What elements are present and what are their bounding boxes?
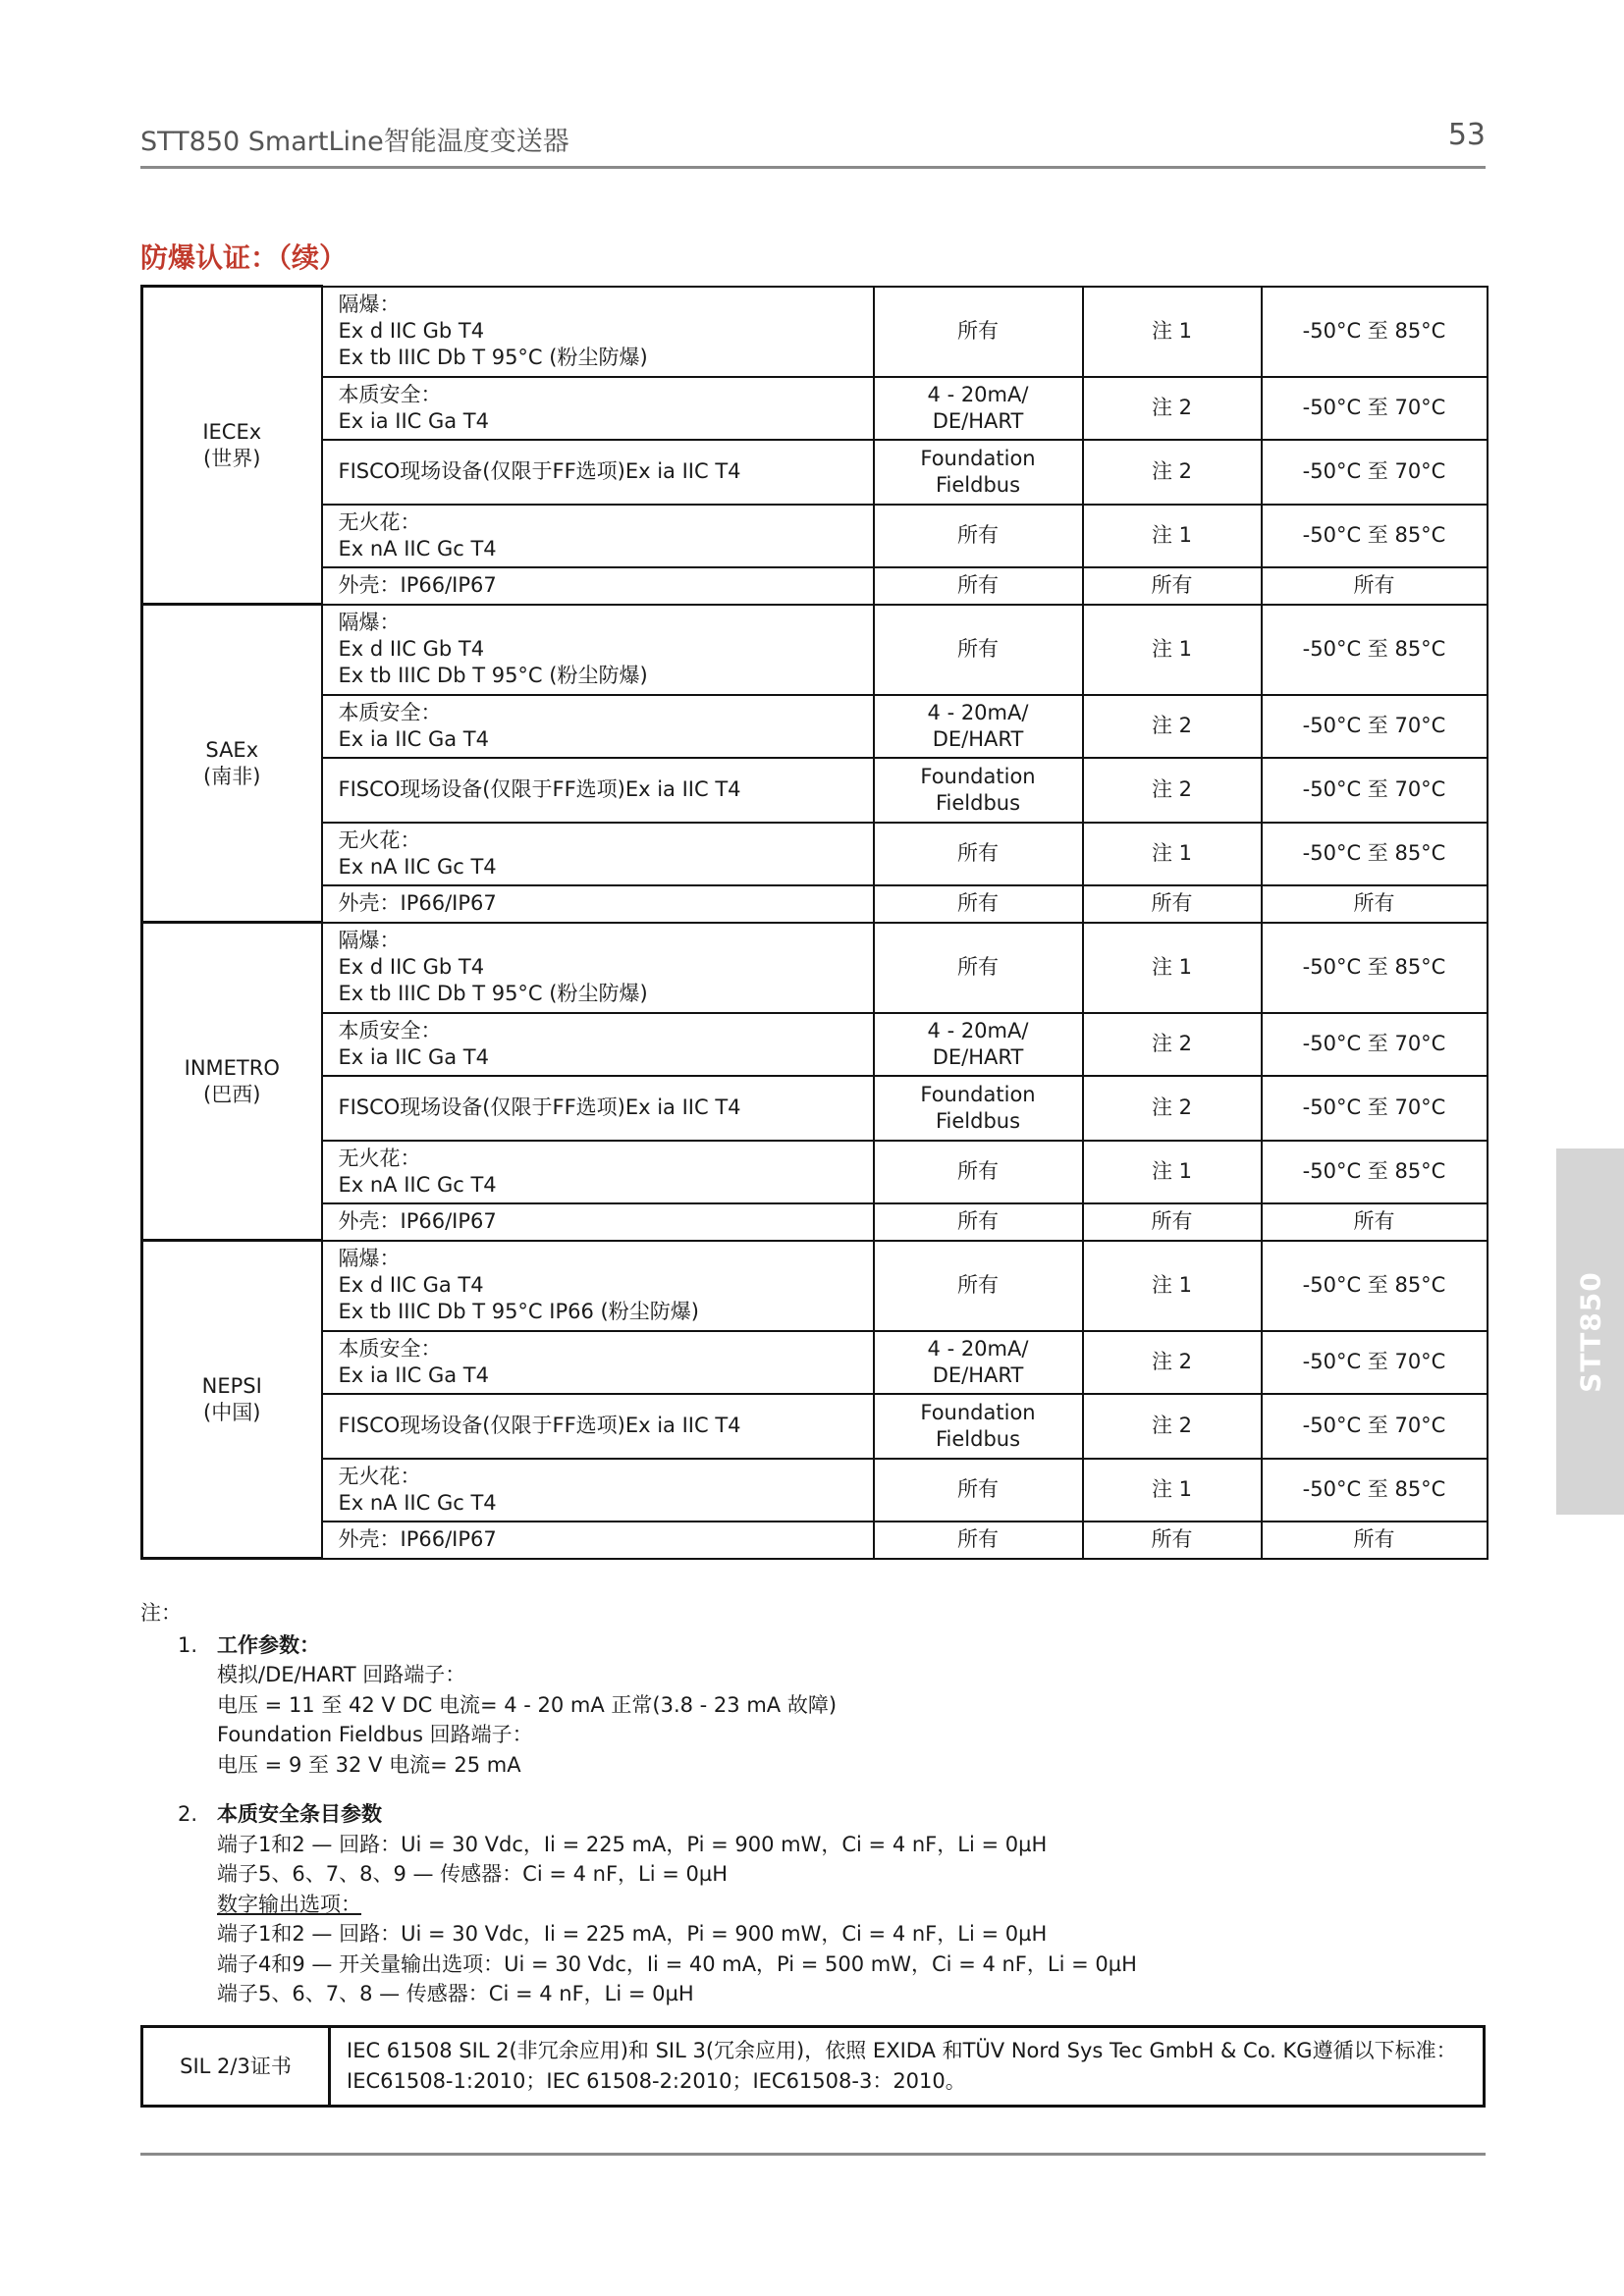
note-number: 1.: [178, 1632, 198, 1657]
page-header: [140, 116, 1486, 167]
temperature-cell: -50°C 至 85°C: [1262, 1141, 1488, 1203]
temperature-cell: -50°C 至 85°C: [1262, 1459, 1488, 1522]
note-line: Foundation Fieldbus 回路端子：: [217, 1723, 533, 1746]
temperature-cell: 所有: [1262, 567, 1488, 605]
temperature-cell: -50°C 至 70°C: [1262, 695, 1488, 758]
note-number: 2.: [178, 1802, 198, 1826]
region-cell: [142, 923, 322, 1241]
protection-line: Ex tb IIIC Db T 95°C (粉尘防爆): [338, 664, 648, 687]
protection-line: Ex d IIC Gb T4: [338, 955, 485, 979]
note-cell: 注 2: [1083, 695, 1262, 758]
model-line: Foundation: [920, 1400, 1036, 1424]
table-row: [142, 1331, 1488, 1394]
table-row: [142, 823, 1488, 885]
table-row: [142, 695, 1488, 758]
note-line: 端子5、6、7、8、9 — 传感器：Ci = 4 nF，Li = 0µH: [217, 1862, 729, 1886]
protection-cell: [322, 505, 874, 567]
protection-cell: [322, 885, 874, 923]
footer-rule: [140, 2153, 1486, 2156]
model-cell: [874, 823, 1083, 885]
table-row: [142, 1076, 1488, 1141]
note-line: 端子1和2 — 回路：Ui = 30 Vdc，Ii = 225 mA，Pi = 900 mW，Ci = 4 nF，Li = 0µH: [217, 1922, 1048, 1946]
protection-line: FISCO现场设备(仅限于FF选项)Ex ia IIC T4: [338, 1414, 741, 1437]
side-tab: [1556, 1148, 1624, 1515]
protection-line: FISCO现场设备(仅限于FF选项)Ex ia IIC T4: [338, 1095, 741, 1119]
model-cell: [874, 758, 1083, 823]
temperature-cell: 所有: [1262, 1522, 1488, 1559]
protection-line: FISCO现场设备(仅限于FF选项)Ex ia IIC T4: [338, 459, 741, 483]
note-subheading: 数字输出选项：: [217, 1892, 361, 1916]
model-line: DE/HART: [932, 408, 1024, 433]
model-line: 所有: [957, 1273, 999, 1297]
model-cell: [874, 377, 1083, 440]
protection-line: 隔爆：: [338, 293, 401, 316]
model-line: 所有: [957, 319, 999, 343]
protection-cell: [322, 377, 874, 440]
model-cell: [874, 1459, 1083, 1522]
header-title: STT850 SmartLine智能温度变送器: [140, 127, 569, 157]
model-cell: [874, 1394, 1083, 1459]
note-cell: 注 2: [1083, 1394, 1262, 1459]
temperature-cell: -50°C 至 85°C: [1262, 923, 1488, 1013]
model-cell: [874, 1522, 1083, 1559]
protection-line: Ex tb IIIC Db T 95°C (粉尘防爆): [338, 982, 648, 1005]
protection-line: Ex nA IIC Gc T4: [338, 854, 497, 879]
protection-line: 无火花：: [338, 1464, 421, 1488]
model-line: Fieldbus: [935, 1108, 1021, 1133]
protection-line: 外壳：IP66/IP67: [338, 573, 497, 597]
temperature-cell: 所有: [1262, 885, 1488, 923]
model-line: Foundation: [920, 446, 1036, 470]
protection-cell: [322, 287, 874, 377]
model-line: 所有: [957, 637, 999, 661]
protection-line: Ex d IIC Gb T4: [338, 637, 485, 661]
protection-line: 隔爆：: [338, 929, 401, 952]
model-cell: [874, 1013, 1083, 1076]
protection-cell: [322, 1331, 874, 1394]
model-line: 所有: [957, 1527, 999, 1551]
note-cell: 注 1: [1083, 505, 1262, 567]
model-line: 4 - 20mA/: [927, 700, 1029, 724]
protection-line: Ex ia IIC Ga T4: [338, 408, 489, 433]
note-cell: 注 1: [1083, 823, 1262, 885]
note-cell: 注 1: [1083, 287, 1262, 377]
note-line: 模拟/DE/HART 回路端子：: [217, 1663, 466, 1686]
temperature-cell: -50°C 至 70°C: [1262, 1076, 1488, 1141]
protection-cell: [322, 1141, 874, 1203]
temperature-cell: -50°C 至 85°C: [1262, 1241, 1488, 1331]
model-cell: [874, 1331, 1083, 1394]
sil-label: SIL 2/3证书: [142, 2027, 330, 2107]
protection-cell: [322, 1203, 874, 1241]
model-line: DE/HART: [932, 1044, 1024, 1069]
region-name: INMETRO: [184, 1055, 280, 1080]
note-line: 端子5、6、7、8 — 传感器：Ci = 4 nF，Li = 0µH: [217, 1982, 694, 2005]
note-cell: 注 1: [1083, 1241, 1262, 1331]
protection-line: 外壳：IP66/IP67: [338, 891, 497, 915]
protection-line: 无火花：: [338, 828, 421, 852]
model-line: 4 - 20mA/: [927, 1336, 1029, 1361]
protection-line: Ex ia IIC Ga T4: [338, 726, 489, 751]
protection-line: 本质安全：: [338, 382, 442, 406]
protection-line: Ex ia IIC Ga T4: [338, 1362, 489, 1387]
note-cell: 注 1: [1083, 1141, 1262, 1203]
region-country: (世界): [203, 446, 261, 470]
model-cell: [874, 440, 1083, 505]
model-cell: [874, 505, 1083, 567]
model-cell: [874, 923, 1083, 1013]
protection-cell: [322, 823, 874, 885]
protection-line: Ex nA IIC Gc T4: [338, 1172, 497, 1197]
protection-line: FISCO现场设备(仅限于FF选项)Ex ia IIC T4: [338, 777, 741, 801]
model-cell: [874, 1203, 1083, 1241]
protection-cell: [322, 567, 874, 605]
table-row: [142, 1394, 1488, 1459]
temperature-cell: -50°C 至 85°C: [1262, 287, 1488, 377]
temperature-cell: 所有: [1262, 1203, 1488, 1241]
note-heading: 本质安全条目参数: [217, 1802, 382, 1826]
temperature-cell: -50°C 至 85°C: [1262, 505, 1488, 567]
note-item-1: [140, 1630, 1486, 1781]
side-tab-label: STT850: [1574, 1270, 1606, 1393]
temperature-cell: -50°C 至 70°C: [1262, 758, 1488, 823]
temperature-cell: -50°C 至 70°C: [1262, 1013, 1488, 1076]
table-row: [142, 567, 1488, 605]
note-cell: 注 2: [1083, 1331, 1262, 1394]
region-cell: [142, 287, 322, 605]
temperature-cell: -50°C 至 70°C: [1262, 377, 1488, 440]
certification-table: [140, 285, 1489, 1560]
model-cell: [874, 695, 1083, 758]
note-cell: 所有: [1083, 1522, 1262, 1559]
model-line: 所有: [957, 1209, 999, 1233]
table-row: [142, 1203, 1488, 1241]
page-number: 53: [1447, 118, 1486, 152]
note-cell: 注 2: [1083, 377, 1262, 440]
model-cell: [874, 885, 1083, 923]
table-row: [142, 923, 1488, 1013]
note-cell: 注 1: [1083, 1459, 1262, 1522]
region-name: SAEx: [205, 737, 259, 762]
model-cell: [874, 1141, 1083, 1203]
temperature-cell: -50°C 至 85°C: [1262, 823, 1488, 885]
note-cell: 注 1: [1083, 923, 1262, 1013]
model-line: 4 - 20mA/: [927, 1018, 1029, 1042]
protection-line: 隔爆：: [338, 611, 401, 634]
model-line: Foundation: [920, 764, 1036, 788]
region-cell: [142, 1241, 322, 1559]
protection-cell: [322, 1013, 874, 1076]
table-row: [142, 287, 1488, 377]
table-row: [142, 758, 1488, 823]
sil-table: [140, 2025, 1486, 2108]
protection-line: 无火花：: [338, 1146, 421, 1170]
protection-line: 外壳：IP66/IP67: [338, 1209, 497, 1233]
model-cell: [874, 1076, 1083, 1141]
table-row: [142, 605, 1488, 695]
protection-line: 本质安全：: [338, 1018, 442, 1042]
temperature-cell: -50°C 至 70°C: [1262, 1394, 1488, 1459]
model-line: 所有: [957, 955, 999, 979]
note-cell: 所有: [1083, 567, 1262, 605]
protection-cell: [322, 1076, 874, 1141]
model-cell: [874, 1241, 1083, 1331]
model-line: 所有: [957, 1477, 999, 1501]
protection-line: Ex d IIC Gb T4: [338, 319, 485, 343]
note-cell: 注 2: [1083, 1076, 1262, 1141]
protection-line: Ex nA IIC Gc T4: [338, 536, 497, 561]
note-heading: 工作参数：: [217, 1632, 320, 1657]
protection-line: Ex tb IIIC Db T 95°C (粉尘防爆): [338, 346, 648, 369]
protection-cell: [322, 1394, 874, 1459]
protection-line: 外壳：IP66/IP67: [338, 1527, 497, 1551]
table-row: [142, 1459, 1488, 1522]
table-row: [142, 440, 1488, 505]
protection-line: 本质安全：: [338, 700, 442, 724]
protection-cell: [322, 605, 874, 695]
protection-line: 本质安全：: [338, 1336, 442, 1361]
protection-cell: [322, 695, 874, 758]
note-cell: 注 1: [1083, 605, 1262, 695]
region-country: (南非): [203, 764, 261, 788]
section-title: 防爆认证：（续）: [140, 241, 348, 274]
region-country: (中国): [203, 1400, 261, 1424]
model-line: DE/HART: [932, 1362, 1024, 1387]
table-row: [142, 1522, 1488, 1559]
model-line: Fieldbus: [935, 790, 1021, 815]
notes-label: 注：: [140, 1601, 182, 1625]
note-line: 电压 = 9 至 32 V 电流= 25 mA: [217, 1752, 521, 1777]
model-cell: [874, 605, 1083, 695]
protection-cell: [322, 758, 874, 823]
temperature-cell: -50°C 至 70°C: [1262, 1331, 1488, 1394]
protection-line: 隔爆：: [338, 1247, 401, 1270]
note-item-2: [140, 1799, 1486, 2009]
note-cell: 注 2: [1083, 440, 1262, 505]
table-row: [142, 505, 1488, 567]
model-line: Fieldbus: [935, 1426, 1021, 1451]
model-line: 所有: [957, 523, 999, 547]
protection-line: 无火花：: [338, 509, 421, 534]
table-row: [142, 1013, 1488, 1076]
model-line: DE/HART: [932, 726, 1024, 751]
sil-line: IEC 61508 SIL 2(非冗余应用)和 SIL 3(冗余应用)，依照 EXIDA 和TÜV Nord Sys Tec GmbH & Co. KG遵循以下标准：: [347, 2039, 1457, 2062]
note-cell: 所有: [1083, 885, 1262, 923]
model-line: 所有: [957, 841, 999, 865]
protection-cell: [322, 1459, 874, 1522]
note-cell: 注 2: [1083, 1013, 1262, 1076]
table-row: [142, 885, 1488, 923]
model-line: Fieldbus: [935, 472, 1021, 497]
protection-line: Ex nA IIC Gc T4: [338, 1490, 497, 1515]
region-country: (巴西): [203, 1082, 261, 1106]
protection-line: Ex tb IIIC Db T 95°C IP66 (粉尘防爆): [338, 1300, 699, 1323]
protection-cell: [322, 440, 874, 505]
region-name: NEPSI: [201, 1373, 262, 1398]
temperature-cell: -50°C 至 70°C: [1262, 440, 1488, 505]
model-line: 所有: [957, 573, 999, 597]
notes-section: [140, 1598, 1486, 2009]
model-cell: [874, 287, 1083, 377]
model-line: Foundation: [920, 1082, 1036, 1106]
note-line: 端子4和9 — 开关量输出选项：Ui = 30 Vdc，Ii = 40 mA，Pi = 500 mW，Ci = 4 nF，Li = 0µH: [217, 1951, 1137, 1976]
table-row: [142, 377, 1488, 440]
note-line: 端子1和2 — 回路：Ui = 30 Vdc，Ii = 225 mA，Pi = 900 mW，Ci = 4 nF，Li = 0µH: [217, 1832, 1048, 1856]
model-cell: [874, 567, 1083, 605]
sil-line: IEC61508-1:2010；IEC 61508-2:2010；IEC61508-3：2010。: [347, 2069, 966, 2093]
header-rule: [140, 166, 1486, 169]
protection-line: Ex d IIC Ga T4: [338, 1273, 484, 1297]
temperature-cell: -50°C 至 85°C: [1262, 605, 1488, 695]
model-line: 4 - 20mA/: [927, 382, 1029, 406]
region-cell: [142, 605, 322, 923]
protection-cell: [322, 1522, 874, 1559]
model-line: 所有: [957, 1159, 999, 1183]
table-row: [142, 1141, 1488, 1203]
note-cell: 所有: [1083, 1203, 1262, 1241]
protection-cell: [322, 923, 874, 1013]
note-line: 电压 = 11 至 42 V DC 电流= 4 - 20 mA 正常(3.8 - 23 mA 故障): [217, 1692, 838, 1717]
sil-text: [330, 2027, 1485, 2107]
model-line: 所有: [957, 891, 999, 915]
note-cell: 注 2: [1083, 758, 1262, 823]
protection-line: Ex ia IIC Ga T4: [338, 1044, 489, 1069]
protection-cell: [322, 1241, 874, 1331]
region-name: IECEx: [202, 419, 262, 444]
table-row: [142, 1241, 1488, 1331]
